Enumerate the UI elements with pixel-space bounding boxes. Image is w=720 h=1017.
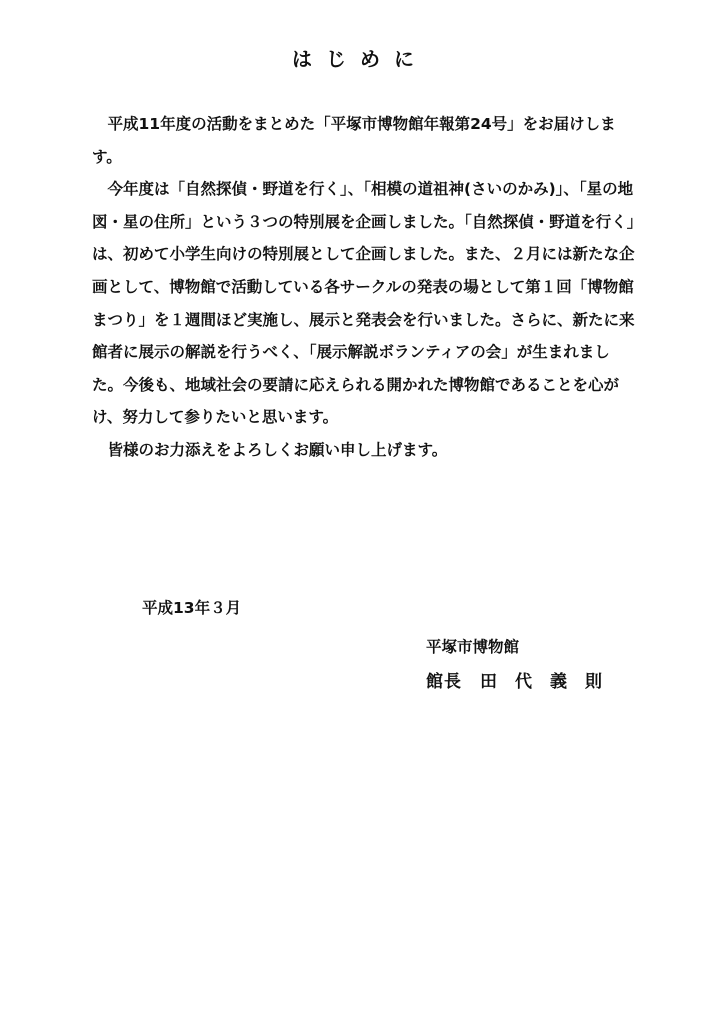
document-date: 平成13年３月	[142, 599, 242, 617]
paragraph-activities: 今年度は「自然探偵・野道を行く」、「相模の道祖神(さいのかみ)」、「星の地図・星の住所」という３つの特別展を企画しました。「自然探偵・野道を行く」は、初めて小学生向けの特別展として企画しました。また、２月には新たな企画として、博物館で活動している各サークルの発表の場として第１回「博物館まつり」を１週間ほど実施し、展示と発表会を行いました。さらに、新たに来館者に展示の解説を行うべく、「展示解説ボランティアの会」が生まれました。今後も、地域社会の要請に応えられる開かれた博物館であることを心がけ、努力して参りたいと思います。	[92, 180, 635, 427]
director-signature	[426, 668, 620, 696]
director-title: 館長	[426, 672, 462, 692]
director-name: 田代義則	[480, 672, 620, 692]
paragraph-closing: 皆様のお力添えをよろしくお願い申し上げます。	[107, 440, 448, 459]
paragraph-intro: 平成11年度の活動をまとめた「平塚市博物館年報第24号」をお届けします。	[92, 115, 616, 166]
document-title: はじめに	[292, 47, 428, 71]
document-body	[92, 108, 638, 467]
organization-name: 平塚市博物館	[426, 638, 520, 656]
